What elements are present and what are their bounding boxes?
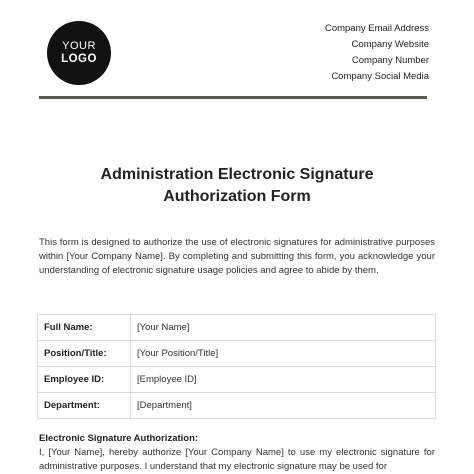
authorization-heading: Electronic Signature Authorization:: [39, 433, 199, 444]
table-row: [38, 367, 436, 393]
table-row: [38, 393, 436, 419]
employee-info-table: [37, 314, 436, 419]
field-value-full-name: [Your Name]: [131, 315, 436, 341]
logo-text-line2: LOGO: [61, 53, 97, 65]
field-label-employee-id: Employee ID:: [38, 367, 131, 393]
document-title: [0, 164, 474, 208]
header-divider: [39, 96, 427, 99]
field-label-department: Department:: [38, 393, 131, 419]
company-contact-block: [325, 21, 429, 85]
field-label-position: Position/Title:: [38, 341, 131, 367]
field-value-position: [Your Position/Title]: [131, 341, 436, 367]
field-label-full-name: Full Name:: [38, 315, 131, 341]
company-number: Company Number: [351, 55, 429, 66]
company-social-media: Company Social Media: [331, 71, 429, 82]
company-email: Company Email Address: [324, 23, 429, 34]
document-title-line1: Administration Electronic Signature: [100, 166, 374, 183]
logo-text-line1: YOUR: [62, 40, 96, 52]
intro-paragraph: This form is designed to authorize the use of electronic signatures for administrative purposes within [Your Company Name]. By completing and submitting this form, you acknowledge your understanding of electronic signature usage policies and agree to abide by them.: [39, 237, 435, 276]
company-logo: [47, 21, 111, 85]
company-website: Company Website: [351, 39, 429, 50]
field-value-department: [Department]: [131, 393, 436, 419]
document-title-line2: Authorization Form: [163, 188, 311, 205]
field-value-employee-id: [Employee ID]: [131, 367, 436, 393]
authorization-text: I, [Your Name], hereby authorize [Your Company Name] to use my electronic signature for administrative purposes. I understand that my electronic signature may be used for: [39, 447, 435, 472]
table-row: [38, 315, 436, 341]
table-row: [38, 341, 436, 367]
